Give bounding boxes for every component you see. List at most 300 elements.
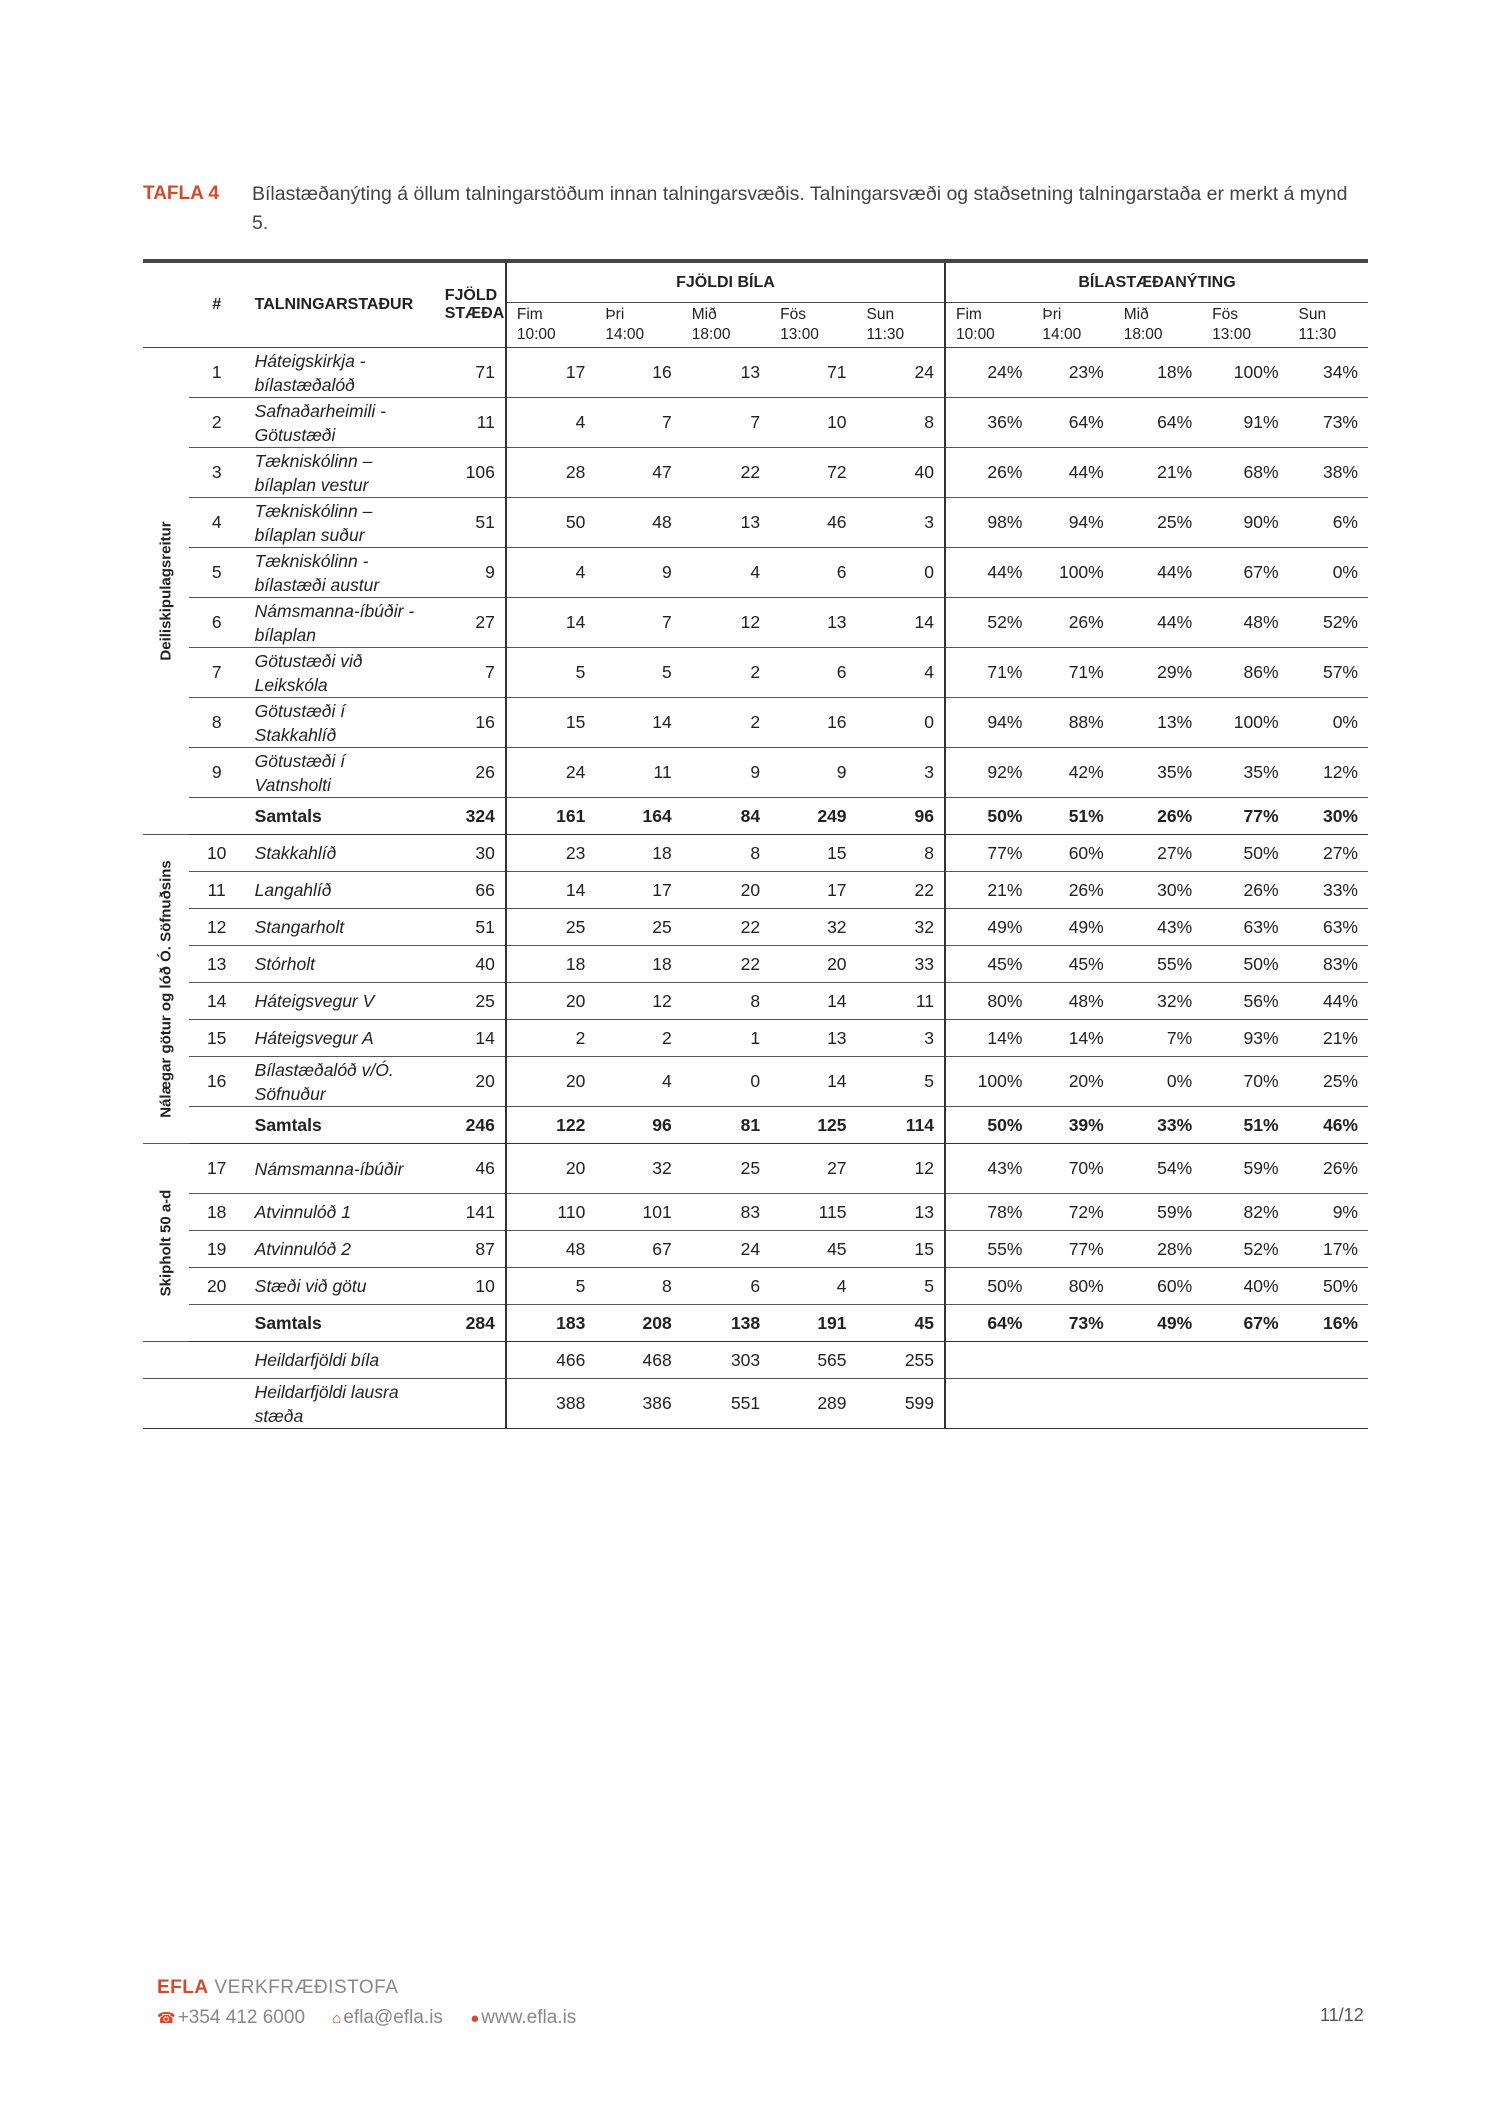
grand-total-label: Heildarfjöldi lausra stæða (245, 1379, 435, 1429)
grand-total-count: 468 (595, 1342, 681, 1379)
car-count: 20 (506, 1144, 595, 1194)
row-index: 15 (189, 1020, 245, 1057)
car-count: 25 (595, 909, 681, 946)
utilization: 45% (1032, 946, 1113, 983)
car-count: 33 (857, 946, 945, 983)
car-count: 2 (682, 648, 770, 698)
utilization: 26% (1032, 872, 1113, 909)
car-count: 4 (506, 398, 595, 448)
row-index: 19 (189, 1231, 245, 1268)
count-time-header (595, 303, 681, 348)
spaces-count: 27 (435, 598, 506, 648)
grand-total-count: 289 (770, 1379, 856, 1429)
utilization (1202, 1342, 1288, 1379)
car-count: 18 (595, 835, 681, 872)
car-count-total: 191 (770, 1305, 856, 1342)
grand-total-label: Heildarfjöldi bíla (245, 1342, 435, 1379)
row-index (189, 1379, 245, 1429)
table-row (143, 1194, 1368, 1231)
row-index: 2 (189, 398, 245, 448)
utilization: 50% (1202, 946, 1288, 983)
utilization: 42% (1032, 748, 1113, 798)
utilization: 93% (1202, 1020, 1288, 1057)
car-count-total: 161 (506, 798, 595, 835)
page-number: 11/12 (1320, 2005, 1364, 2025)
count-time-header (857, 303, 945, 348)
utilization (1202, 1379, 1288, 1429)
day-label: Mið (691, 306, 717, 323)
utilization (945, 1379, 1032, 1429)
utilization: 38% (1289, 448, 1368, 498)
day-label: Sun (1298, 306, 1327, 323)
spaces-count: 14 (435, 1020, 506, 1057)
utilization: 18% (1114, 348, 1202, 398)
utilization: 17% (1289, 1231, 1368, 1268)
utilization: 44% (1289, 983, 1368, 1020)
car-count: 3 (857, 498, 945, 548)
spaces-total: 246 (435, 1107, 506, 1144)
car-count: 5 (857, 1268, 945, 1305)
spaces-count (435, 1379, 506, 1429)
utilization: 29% (1114, 648, 1202, 698)
utilization: 50% (1202, 835, 1288, 872)
car-count: 4 (857, 648, 945, 698)
utilization: 60% (1032, 835, 1113, 872)
car-count-total: 122 (506, 1107, 595, 1144)
row-index: 4 (189, 498, 245, 548)
subtotal-label: Samtals (245, 798, 435, 835)
car-count: 40 (857, 448, 945, 498)
spaces-count: 10 (435, 1268, 506, 1305)
utilization: 100% (1202, 698, 1288, 748)
car-count: 8 (595, 1268, 681, 1305)
web-address[interactable]: www.efla.is (481, 2007, 577, 2028)
car-count: 6 (770, 648, 856, 698)
spaces-header: FJÖLD STÆÐA (435, 261, 506, 348)
car-count: 18 (595, 946, 681, 983)
count-time-header (770, 303, 856, 348)
subtotal-row (143, 1107, 1368, 1144)
grand-total-count: 551 (682, 1379, 770, 1429)
utilization: 57% (1289, 648, 1368, 698)
car-count: 4 (770, 1268, 856, 1305)
utilization: 33% (1289, 872, 1368, 909)
car-count: 10 (770, 398, 856, 448)
utilization: 56% (1202, 983, 1288, 1020)
car-count: 4 (595, 1057, 681, 1107)
table-row (143, 1057, 1368, 1107)
spaces-count: 106 (435, 448, 506, 498)
table-row (143, 598, 1368, 648)
car-count: 9 (682, 748, 770, 798)
utilization: 49% (1032, 909, 1113, 946)
row-index: 20 (189, 1268, 245, 1305)
time-label: 11:30 (1298, 326, 1337, 343)
car-count: 15 (770, 835, 856, 872)
email-contact[interactable] (332, 2007, 443, 2028)
row-index: 18 (189, 1194, 245, 1231)
utilization-total: 73% (1032, 1305, 1113, 1342)
table-row (143, 1231, 1368, 1268)
phone-contact (157, 2007, 305, 2028)
row-index (189, 1305, 245, 1342)
car-count: 15 (857, 1231, 945, 1268)
spaces-count: 16 (435, 698, 506, 748)
utilization: 0% (1289, 548, 1368, 598)
row-index: 3 (189, 448, 245, 498)
car-count-total: 81 (682, 1107, 770, 1144)
utilization: 55% (945, 1231, 1032, 1268)
utilization: 34% (1289, 348, 1368, 398)
count-time-header (506, 303, 595, 348)
car-count: 3 (857, 748, 945, 798)
table-row (143, 946, 1368, 983)
utilization: 27% (1114, 835, 1202, 872)
email-address[interactable]: efla@efla.is (343, 2007, 443, 2028)
utilization: 25% (1289, 1057, 1368, 1107)
utilization: 54% (1114, 1144, 1202, 1194)
table-row (143, 648, 1368, 698)
car-count: 12 (857, 1144, 945, 1194)
utilization (945, 1342, 1032, 1379)
util-group-header: BÍLASTÆÐANÝTING (945, 261, 1368, 303)
count-group-header: FJÖLDI BÍLA (506, 261, 945, 303)
utilization: 98% (945, 498, 1032, 548)
utilization: 72% (1032, 1194, 1113, 1231)
spaces-count: 71 (435, 348, 506, 398)
car-count: 22 (857, 872, 945, 909)
time-label: 14:00 (605, 326, 645, 343)
utilization (1032, 1379, 1113, 1429)
car-count: 14 (770, 983, 856, 1020)
car-count: 5 (857, 1057, 945, 1107)
car-count-total: 96 (595, 1107, 681, 1144)
utilization: 100% (1032, 548, 1113, 598)
car-count: 14 (770, 1057, 856, 1107)
row-index: 5 (189, 548, 245, 598)
utilization: 48% (1202, 598, 1288, 648)
group-label: Nálægar götur og lóð Ó. Söfnuðsins (157, 860, 175, 1118)
car-count: 101 (595, 1194, 681, 1231)
group-label-cell (143, 835, 189, 1144)
place-name: Tækniskólinn – bílaplan vestur (245, 448, 435, 498)
grand-total-count: 599 (857, 1379, 945, 1429)
grand-total-count: 255 (857, 1342, 945, 1379)
utilization-total: 33% (1114, 1107, 1202, 1144)
car-count: 5 (595, 648, 681, 698)
car-count: 0 (857, 698, 945, 748)
row-index: 10 (189, 835, 245, 872)
time-label: 13:00 (780, 326, 819, 343)
utilization: 7% (1114, 1020, 1202, 1057)
car-count: 9 (595, 548, 681, 598)
car-count: 11 (595, 748, 681, 798)
web-contact[interactable] (470, 2007, 576, 2028)
row-index: 17 (189, 1144, 245, 1194)
place-name: Háteigsvegur A (245, 1020, 435, 1057)
spaces-total: 284 (435, 1305, 506, 1342)
utilization: 26% (1202, 872, 1288, 909)
utilization: 91% (1202, 398, 1288, 448)
utilization: 55% (1114, 946, 1202, 983)
utilization: 73% (1289, 398, 1368, 448)
time-label: 11:30 (866, 326, 905, 343)
utilization: 21% (1114, 448, 1202, 498)
spaces-count: 30 (435, 835, 506, 872)
utilization: 24% (945, 348, 1032, 398)
row-index: 6 (189, 598, 245, 648)
car-count: 4 (682, 548, 770, 598)
car-count: 8 (682, 983, 770, 1020)
phone-icon: ☎ (157, 2010, 176, 2027)
table-row (143, 835, 1368, 872)
table-row (143, 1268, 1368, 1305)
row-index (189, 1107, 245, 1144)
spaces-count: 26 (435, 748, 506, 798)
utilization: 80% (945, 983, 1032, 1020)
car-count-total: 138 (682, 1305, 770, 1342)
spaces-count: 20 (435, 1057, 506, 1107)
util-time-header (1032, 303, 1113, 348)
spaces-count: 40 (435, 946, 506, 983)
row-index: 1 (189, 348, 245, 398)
car-count: 72 (770, 448, 856, 498)
utilization: 71% (1032, 648, 1113, 698)
utilization: 26% (1289, 1144, 1368, 1194)
utilization: 100% (1202, 348, 1288, 398)
group-label-cell (143, 1342, 189, 1379)
row-index: 12 (189, 909, 245, 946)
car-count-total: 183 (506, 1305, 595, 1342)
utilization: 49% (945, 909, 1032, 946)
utilization: 78% (945, 1194, 1032, 1231)
place-name: Götustæði við Leikskóla (245, 648, 435, 698)
utilization: 45% (945, 946, 1032, 983)
car-count: 15 (506, 698, 595, 748)
utilization: 70% (1202, 1057, 1288, 1107)
day-label: Fim (516, 306, 543, 323)
car-count: 5 (506, 1268, 595, 1305)
car-count: 16 (770, 698, 856, 748)
spaces-count: 51 (435, 498, 506, 548)
company-brand (157, 1977, 598, 1999)
place-name: Tækniskólinn - bílastæði austur (245, 548, 435, 598)
car-count: 13 (682, 498, 770, 548)
utilization: 64% (1114, 398, 1202, 448)
row-index (189, 798, 245, 835)
car-count: 32 (595, 1144, 681, 1194)
utilization: 43% (945, 1144, 1032, 1194)
utilization: 82% (1202, 1194, 1288, 1231)
utilization: 52% (945, 598, 1032, 648)
car-count: 0 (857, 548, 945, 598)
utilization: 12% (1289, 748, 1368, 798)
utilization-total: 50% (945, 798, 1032, 835)
car-count: 6 (682, 1268, 770, 1305)
place-name: Götustæði í Vatnsholti (245, 748, 435, 798)
group-header (143, 261, 189, 348)
utilization (1289, 1379, 1368, 1429)
day-label: Þri (605, 306, 625, 323)
grand-total-count: 303 (682, 1342, 770, 1379)
car-count: 12 (682, 598, 770, 648)
car-count: 23 (506, 835, 595, 872)
caption-text: Bílastæðanýting á öllum talningarstöðum innan talningarsvæðis. Talningarsvæði og staðsetning talningarstaða er merkt á mynd 5. (252, 183, 1348, 234)
table-row (143, 909, 1368, 946)
car-count: 110 (506, 1194, 595, 1231)
utilization: 21% (945, 872, 1032, 909)
utilization: 60% (1114, 1268, 1202, 1305)
utilization (1032, 1342, 1113, 1379)
utilization: 70% (1032, 1144, 1113, 1194)
utilization: 68% (1202, 448, 1288, 498)
utilization: 0% (1114, 1057, 1202, 1107)
util-time-header (1114, 303, 1202, 348)
place-name: Stæði við götu (245, 1268, 435, 1305)
car-count: 22 (682, 946, 770, 983)
table-row (143, 983, 1368, 1020)
utilization: 64% (1032, 398, 1113, 448)
utilization-total: 46% (1289, 1107, 1368, 1144)
car-count: 28 (506, 448, 595, 498)
car-count: 1 (682, 1020, 770, 1057)
car-count: 7 (595, 398, 681, 448)
car-count-total: 125 (770, 1107, 856, 1144)
car-count: 2 (506, 1020, 595, 1057)
utilization: 94% (945, 698, 1032, 748)
utilization: 14% (1032, 1020, 1113, 1057)
day-label: Þri (1042, 306, 1062, 323)
spaces-count: 66 (435, 872, 506, 909)
car-count: 83 (682, 1194, 770, 1231)
utilization: 44% (1114, 548, 1202, 598)
car-count: 2 (595, 1020, 681, 1057)
utilization: 77% (945, 835, 1032, 872)
table-row (143, 398, 1368, 448)
place-name: Stórholt (245, 946, 435, 983)
place-name: Háteigskirkja - bílastæðalóð (245, 348, 435, 398)
row-index: 13 (189, 946, 245, 983)
grand-total-row (143, 1342, 1368, 1379)
time-label: 10:00 (516, 326, 556, 343)
car-count: 7 (595, 598, 681, 648)
day-label: Mið (1123, 306, 1149, 323)
subtotal-label: Samtals (245, 1305, 435, 1342)
utilization: 63% (1202, 909, 1288, 946)
utilization: 26% (945, 448, 1032, 498)
utilization: 6% (1289, 498, 1368, 548)
utilization-total: 16% (1289, 1305, 1368, 1342)
utilization: 20% (1032, 1057, 1113, 1107)
spaces-total: 324 (435, 798, 506, 835)
spaces-count: 25 (435, 983, 506, 1020)
car-count: 22 (682, 448, 770, 498)
car-count-total: 96 (857, 798, 945, 835)
table-row (143, 548, 1368, 598)
car-count: 13 (857, 1194, 945, 1231)
spaces-count: 87 (435, 1231, 506, 1268)
utilization: 52% (1202, 1231, 1288, 1268)
car-count-total: 114 (857, 1107, 945, 1144)
place-name: Námsmanna-íbúðir - bílaplan (245, 598, 435, 648)
car-count: 50 (506, 498, 595, 548)
spaces-count: 11 (435, 398, 506, 448)
row-index: 7 (189, 648, 245, 698)
grand-total-count: 565 (770, 1342, 856, 1379)
car-count-total: 84 (682, 798, 770, 835)
contact-line (157, 2007, 598, 2029)
spaces-count: 7 (435, 648, 506, 698)
utilization: 27% (1289, 835, 1368, 872)
utilization: 59% (1202, 1144, 1288, 1194)
place-name: Stakkahlíð (245, 835, 435, 872)
utilization: 86% (1202, 648, 1288, 698)
utilization (1114, 1379, 1202, 1429)
place-header: TALNINGARSTAÐUR (245, 261, 435, 348)
table-row (143, 498, 1368, 548)
group-label-cell (143, 1144, 189, 1342)
utilization-total: 67% (1202, 1305, 1288, 1342)
page-footer (157, 1977, 598, 2029)
globe-icon: ● (470, 2010, 480, 2027)
utilization: 59% (1114, 1194, 1202, 1231)
car-count: 32 (857, 909, 945, 946)
time-label: 10:00 (956, 326, 995, 343)
car-count: 27 (770, 1144, 856, 1194)
time-label: 14:00 (1042, 326, 1082, 343)
group-label: Skipholt 50 a-d (157, 1189, 175, 1296)
car-count: 11 (857, 983, 945, 1020)
car-count: 20 (506, 983, 595, 1020)
index-header: # (189, 261, 245, 348)
utilization: 50% (945, 1268, 1032, 1305)
row-index: 14 (189, 983, 245, 1020)
utilization: 92% (945, 748, 1032, 798)
car-count: 20 (770, 946, 856, 983)
utilization: 77% (1032, 1231, 1113, 1268)
utilization: 52% (1289, 598, 1368, 648)
place-name: Tækniskólinn – bílaplan suður (245, 498, 435, 548)
utilization-total: 51% (1202, 1107, 1288, 1144)
caption-label: TAFLA 4 (143, 183, 219, 204)
utilization-total: 30% (1289, 798, 1368, 835)
grand-total-count: 388 (506, 1379, 595, 1429)
time-label: 18:00 (691, 326, 731, 343)
car-count: 20 (506, 1057, 595, 1107)
utilization: 35% (1202, 748, 1288, 798)
table-row (143, 872, 1368, 909)
car-count: 115 (770, 1194, 856, 1231)
utilization: 44% (945, 548, 1032, 598)
car-count: 12 (595, 983, 681, 1020)
car-count: 25 (682, 1144, 770, 1194)
car-count: 24 (682, 1231, 770, 1268)
place-name: Langahlíð (245, 872, 435, 909)
utilization: 48% (1032, 983, 1113, 1020)
table-row (143, 748, 1368, 798)
grand-total-count: 466 (506, 1342, 595, 1379)
utilization: 83% (1289, 946, 1368, 983)
utilization: 36% (945, 398, 1032, 448)
parking-utilization-table (143, 259, 1368, 1429)
spaces-count: 46 (435, 1144, 506, 1194)
day-label: Fös (1212, 306, 1238, 323)
utilization: 43% (1114, 909, 1202, 946)
row-index: 9 (189, 748, 245, 798)
subtotal-row (143, 798, 1368, 835)
spaces-count: 141 (435, 1194, 506, 1231)
car-count: 45 (770, 1231, 856, 1268)
